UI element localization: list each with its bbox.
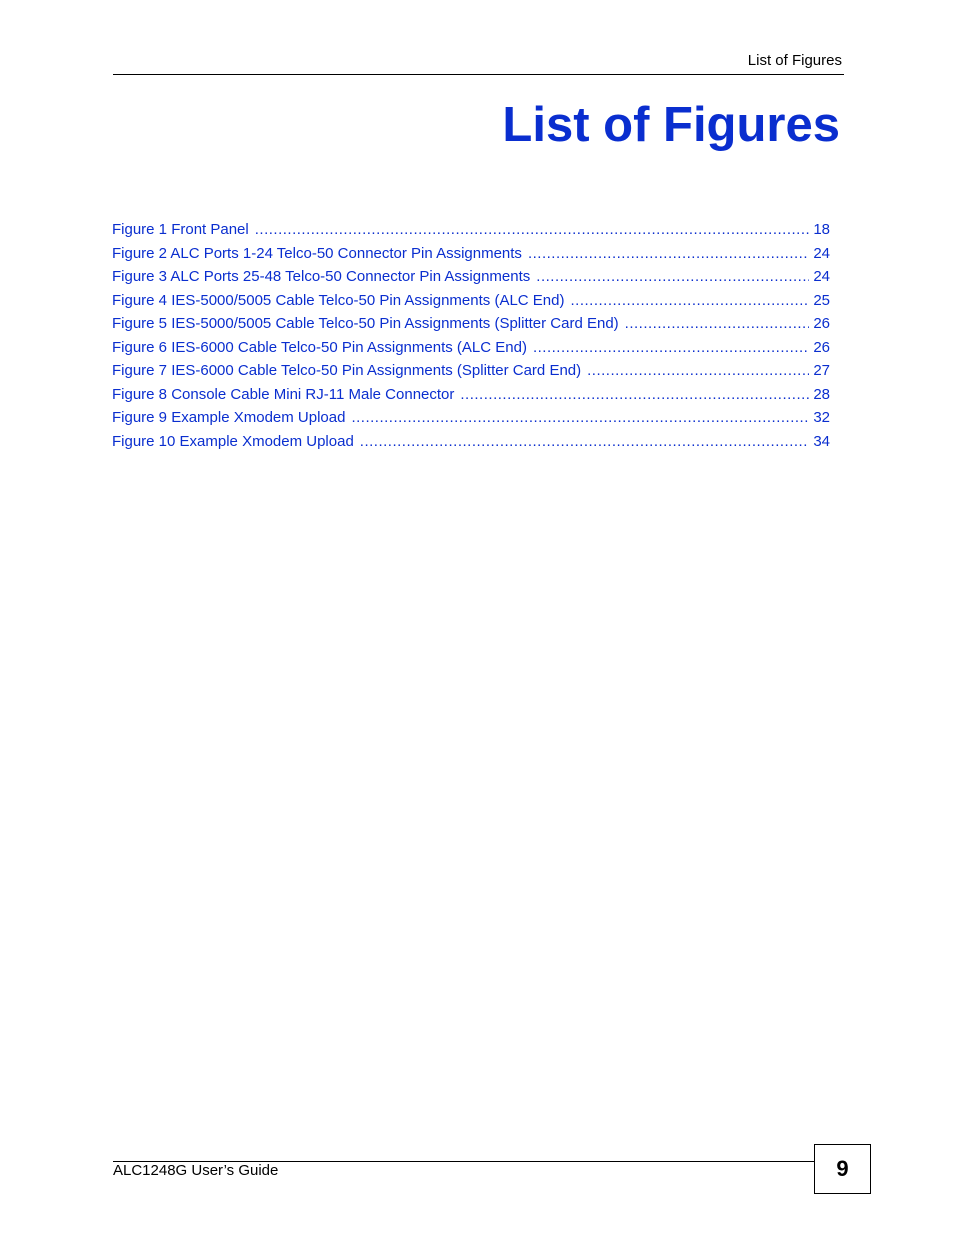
toc-entry-label: Figure 8 Console Cable Mini RJ-11 Male Connector [112,385,455,403]
toc-entry-label: Figure 7 IES-6000 Cable Telco-50 Pin Assignments (Splitter Card End) [112,362,582,379]
toc-entry-label: Figure 9 Example Xmodem Upload [112,409,346,426]
toc-entry-figure-8[interactable] [112,383,830,407]
toc-entry-figure-2[interactable] [112,242,830,266]
toc-entry-page: 28 [813,385,830,403]
toc-entry-page: 26 [813,315,830,332]
toc-dot-leader [625,312,810,336]
toc-entry-page: 24 [813,244,830,262]
toc-entry-label: Figure 3 ALC Ports 25-48 Telco-50 Connector Pin Assignments [112,268,531,285]
toc-entry-page: 18 [813,221,830,238]
toc-entry-figure-7[interactable] [112,359,830,383]
toc-entry-page: 34 [813,432,830,450]
toc-entry-label: Figure 10 Example Xmodem Upload [112,432,354,450]
toc-entry-label: Figure 2 ALC Ports 1-24 Telco-50 Connector Pin Assignments [112,244,522,262]
toc-entry-label: Figure 6 IES-6000 Cable Telco-50 Pin Assignments (ALC End) [112,338,527,356]
toc-entry-label: Figure 4 IES-5000/5005 Cable Telco-50 Pin Assignments (ALC End) [112,291,565,309]
header-rule [113,74,844,75]
toc-dot-leader [351,406,809,430]
list-of-figures [112,218,830,453]
toc-entry-label: Figure 5 IES-5000/5005 Cable Telco-50 Pin Assignments (Splitter Card End) [112,315,619,332]
footer-guide-name: ALC1248G User’s Guide [113,1162,279,1179]
toc-entry-figure-1[interactable] [112,218,830,242]
toc-entry-figure-9[interactable] [112,406,830,430]
page-number: 9 [814,1144,871,1194]
toc-entry-figure-3[interactable] [112,265,830,289]
toc-entry-page: 27 [813,362,830,379]
toc-dot-leader [255,218,810,242]
toc-entry-figure-5[interactable] [112,312,830,336]
toc-dot-leader [460,383,809,407]
toc-dot-leader [536,265,809,289]
toc-entry-figure-6[interactable] [112,336,830,360]
toc-dot-leader [360,430,810,454]
toc-entry-page: 24 [813,268,830,285]
toc-entry-figure-10[interactable] [112,430,830,454]
toc-dot-leader [570,289,809,313]
toc-entry-label: Figure 1 Front Panel [112,221,249,238]
toc-dot-leader [528,242,809,266]
toc-dot-leader [587,359,809,383]
page-title: List of Figures [502,98,840,152]
toc-entry-figure-4[interactable] [112,289,830,313]
running-header: List of Figures [747,52,842,69]
toc-entry-page: 32 [813,409,830,426]
toc-dot-leader [533,336,809,360]
toc-entry-page: 26 [813,338,830,356]
toc-entry-page: 25 [813,291,830,309]
